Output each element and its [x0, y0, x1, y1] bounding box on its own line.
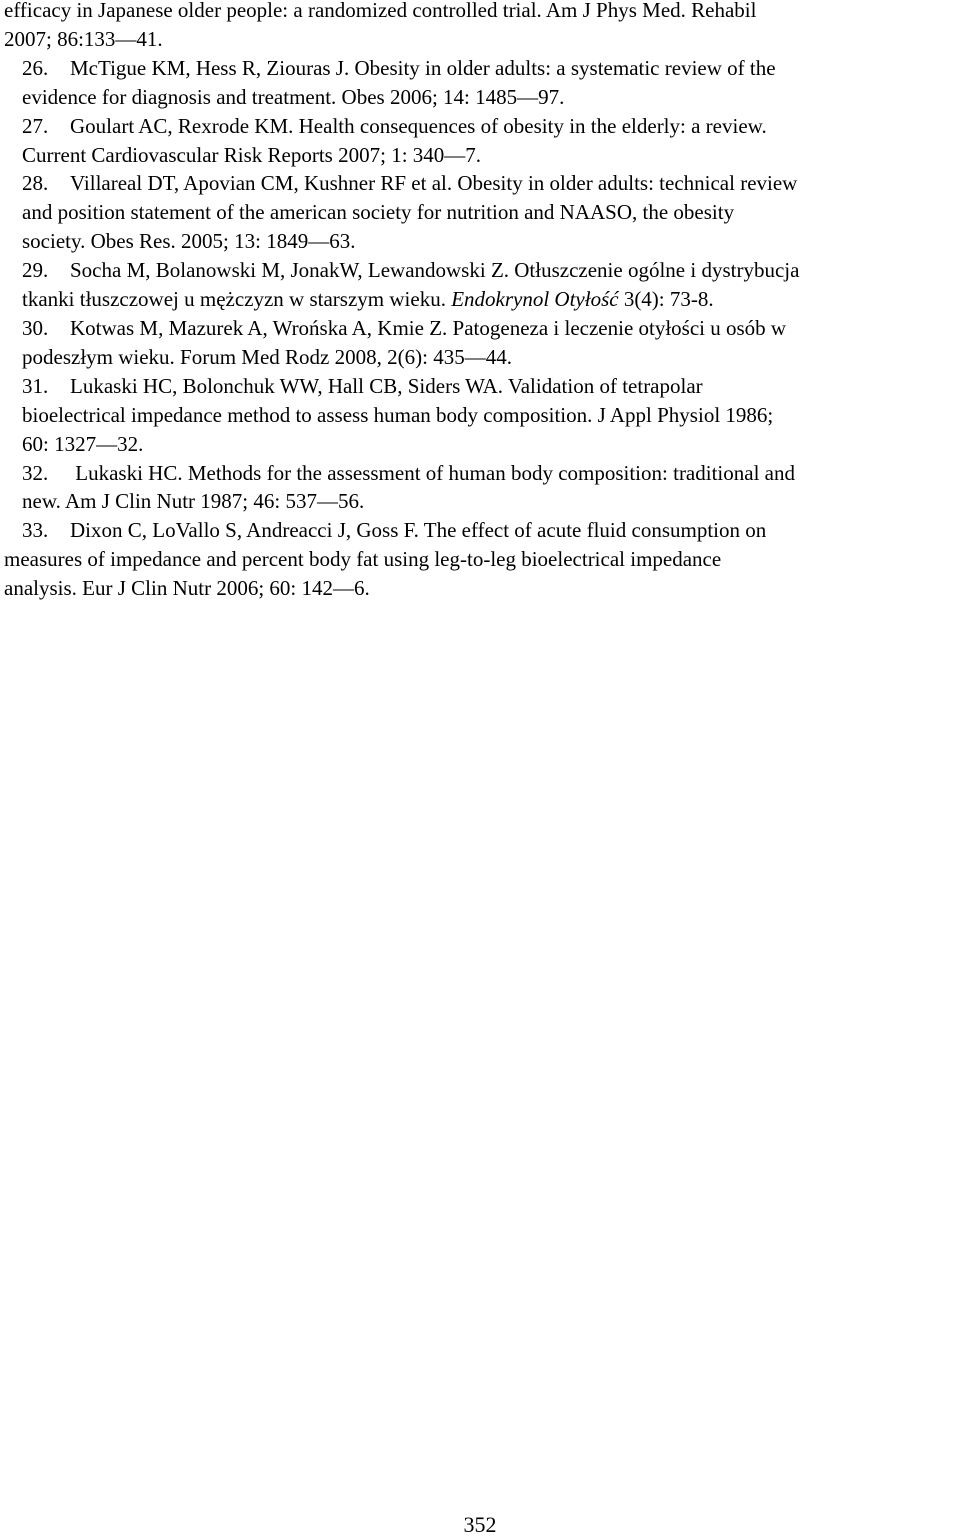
reference-first-line [4, 314, 956, 343]
reference-line: 60: 1327—32. [22, 431, 144, 456]
reference-number: 27. [22, 113, 49, 138]
reference-25-tail [4, 0, 956, 54]
reference-text: McTigue KM, Hess R, Ziouras J. Obesity in older adults: a systematic review of the [70, 55, 776, 80]
reference-number: 29. [22, 258, 49, 283]
reference-33 [4, 516, 956, 603]
reference-line: podeszłym wieku. Forum Med Rodz 2008, 2(6): 435—44. [22, 344, 512, 369]
reference-31 [4, 372, 956, 459]
reference-text: Socha M, Bolanowski M, JonakW, Lewandowski Z. Otłuszczenie ogólne i dystrybucja [70, 258, 800, 283]
reference-number: 26. [22, 55, 49, 80]
reference-30 [4, 314, 956, 372]
reference-line: evidence for diagnosis and treatment. Obes 2006; 14: 1485—97. [22, 84, 565, 109]
reference-first-line [4, 459, 956, 488]
journal-name: Endokrynol Otyłość [451, 287, 619, 312]
reference-number: 32. [22, 460, 49, 485]
reference-number: 31. [22, 373, 49, 398]
reference-text: 3(4): 73-8. [618, 287, 714, 312]
reference-first-line [4, 169, 956, 198]
reference-number: 28. [22, 171, 49, 196]
reference-line: society. Obes Res. 2005; 13: 1849—63. [22, 229, 356, 254]
reference-number: 33. [22, 518, 49, 543]
reference-line: 2007; 86:133—41. [4, 26, 163, 51]
reference-line: efficacy in Japanese older people: a randomized controlled trial. Am J Phys Med. Rehabil [4, 0, 757, 22]
reference-first-line [4, 372, 956, 401]
reference-first-line [4, 256, 956, 285]
reference-first-line [4, 516, 956, 545]
reference-text: Dixon C, LoVallo S, Andreacci J, Goss F. The effect of acute fluid consumption on [70, 518, 767, 543]
reference-26 [4, 54, 956, 112]
reference-line [4, 285, 956, 314]
reference-line: new. Am J Clin Nutr 1987; 46: 537—56. [22, 489, 365, 514]
reference-line: measures of impedance and percent body fat using leg-to-leg bioelectrical impedance [4, 547, 722, 572]
reference-text: Lukaski HC, Bolonchuk WW, Hall CB, Siders WA. Validation of tetrapolar [70, 373, 703, 398]
reference-32 [4, 459, 956, 517]
reference-line: bioelectrical impedance method to assess human body composition. J Appl Physiol 1986; [22, 402, 774, 427]
reference-line: analysis. Eur J Clin Nutr 2006; 60: 142—6. [4, 576, 370, 601]
reference-number: 30. [22, 315, 49, 340]
reference-list [4, 0, 956, 603]
reference-line: and position statement of the american society for nutrition and NAASO, the obesity [22, 200, 735, 225]
reference-29 [4, 256, 956, 314]
reference-27 [4, 112, 956, 170]
reference-text: Goulart AC, Rexrode KM. Health consequences of obesity in the elderly: a review. [70, 113, 767, 138]
page-number: 352 [463, 1512, 497, 1537]
reference-text: Lukaski HC. Methods for the assessment of human body composition: traditional and [70, 460, 795, 485]
reference-text: tkanki tłuszczowej u mężczyzn w starszym wieku. [22, 287, 446, 312]
reference-text: Kotwas M, Mazurek A, Wrońska A, Kmie Z. Patogeneza i leczenie otyłości u osób w [70, 315, 787, 340]
reference-28 [4, 169, 956, 256]
reference-text: Villareal DT, Apovian CM, Kushner RF et al. Obesity in older adults: technical review [70, 171, 798, 196]
reference-first-line [4, 112, 956, 141]
reference-line: Current Cardiovascular Risk Reports 2007; 1: 340—7. [22, 142, 482, 167]
reference-first-line [4, 54, 956, 83]
